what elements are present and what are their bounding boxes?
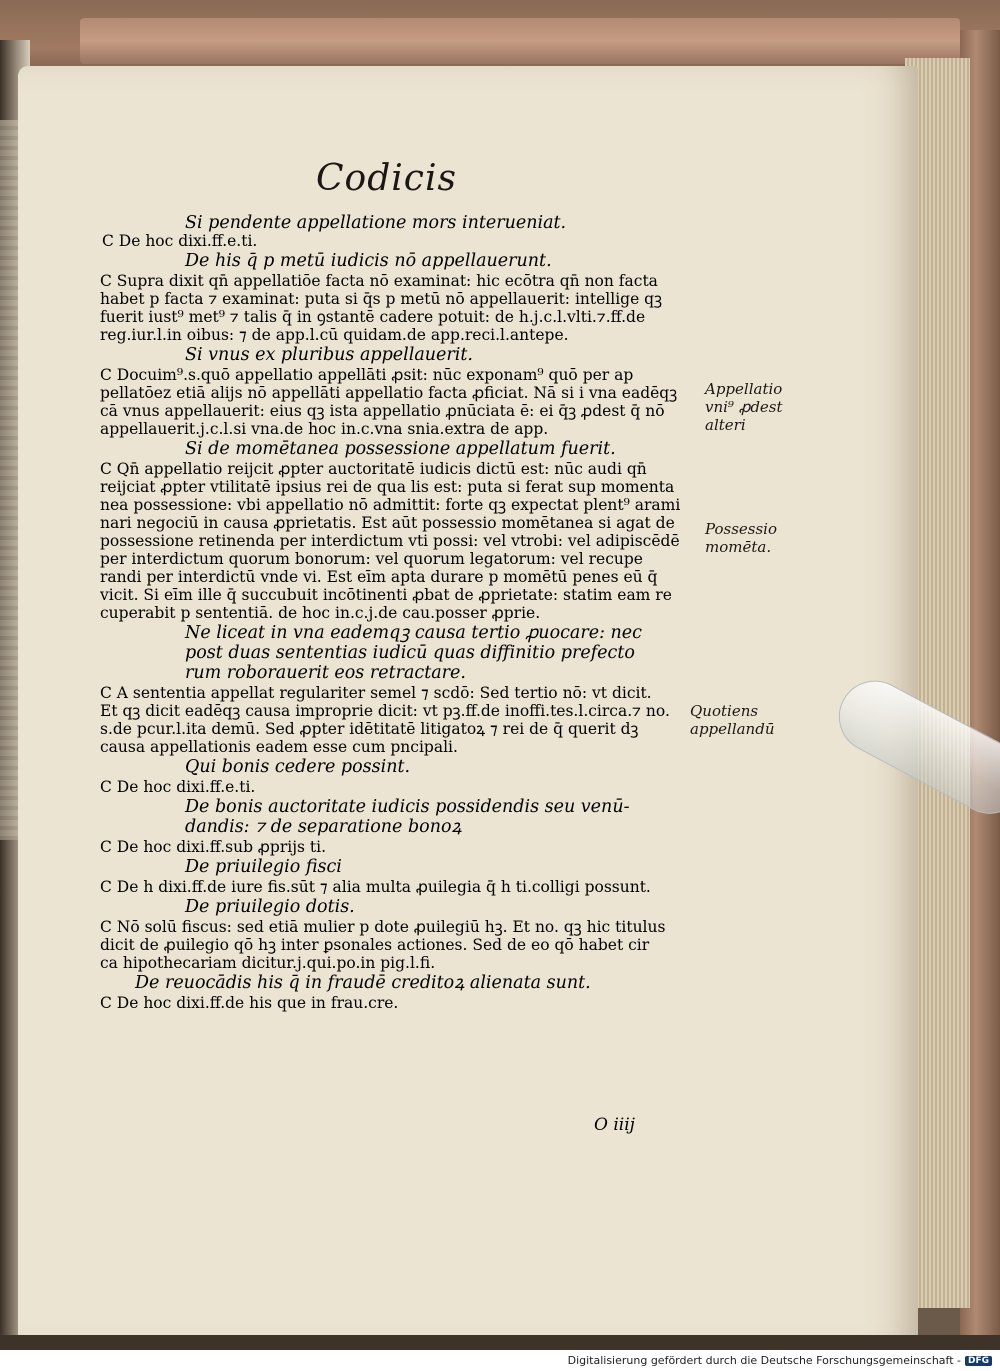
text-line: reijciat ꝓpter vtilitatē ipsius rei de qua lis est: puta si ferat sup momenta [100, 478, 675, 496]
margin-note: Appellatio [705, 380, 783, 398]
section-heading: De bonis auctoritate iudicis possidendis seu venū- [185, 797, 630, 817]
text-line: cuperabit p sententiā. de hoc in.c.j.de cau.posser ꝓprie. [100, 604, 541, 622]
text-line: pellatōez etiā alijs nō appellāti appellatio facta ꝓficiat. Nā si i vna eadēqꝫ [100, 384, 678, 402]
text-line: vicit. Si eīm ille q̄ succubuit incōtinenti ꝓbat de ꝓprietate: statim eam re [100, 586, 672, 604]
section-heading: De his q̄ p metū iudicis nō appellauerunt. [185, 251, 552, 271]
text-line: habet p facta ⁊ examinat: puta si q̄s p metū nō appellauerit: intellige qꝫ [100, 290, 663, 308]
running-head: Codicis [316, 158, 457, 199]
footer [568, 1354, 992, 1367]
text-line: s.de pcur.l.ita demū. Sed ꝓpter idētitatē litigatoꝝ ⁊ rei de q̄ querit dꝫ [100, 720, 639, 738]
section-heading: De priuilegio fisci [185, 857, 342, 877]
text-line: C De hoc dixi.ff.e.ti. [102, 232, 258, 250]
section-heading: Si vnus ex pluribus appellauerit. [185, 345, 473, 365]
section-heading: De reuocādis his q̄ in fraudē creditoꝝ alienata sunt. [135, 973, 591, 993]
text-line: ca hipothecariam dicitur.j.qui.po.in pig.l.fi. [100, 954, 436, 972]
text-line: C De hoc dixi.ff.de his que in frau.cre. [100, 994, 399, 1012]
text-line: C De h dixi.ff.de iure fis.sūt ⁊ alia multa ꝓuilegia q̄ h ti.colligi possunt. [100, 878, 651, 896]
text-line: dicit de ꝓuilegio qō hꝫ inter ꝑsonales actiones. Sed de eo qō habet cir [100, 936, 650, 954]
margin-note: momēta. [705, 538, 772, 556]
margin-note: Possessio [705, 520, 778, 538]
text-line: C Docuim⁹.s.quō appellatio appellāti ꝓsit: nūc exponam⁹ quō per ap [100, 366, 634, 384]
text-line: appellauerit.j.c.l.si vna.de hoc in.c.vna snia.extra de app. [100, 420, 549, 438]
section-heading: dandis: ⁊ de separatione bonoꝝ [185, 817, 462, 837]
text-line: possessione retinenda per interdictum vti possi: vel vtrobi: vel adipiscēdē [100, 532, 680, 550]
section-heading: post duas sententias iudicū quas diffinitio prefecto [185, 643, 635, 663]
margin-note: Quotiens [690, 702, 759, 720]
signature-mark: O iiij [594, 1115, 635, 1135]
text-line: nari negociū in causa ꝓprietatis. Est aūt possessio momētanea si agat de [100, 514, 675, 532]
dfg-logo: DFG [965, 1356, 992, 1366]
section-heading: De priuilegio dotis. [185, 897, 355, 917]
margin-note: alteri [705, 416, 746, 434]
text-line: reg.iur.l.in oibus: ⁊ de app.l.cū quidam.de app.reci.l.antepe. [100, 326, 569, 344]
text-line: causa appellationis eadem esse cum pncipali. [100, 738, 458, 756]
footer-text: Digitalisierung gefördert durch die Deutsche Forschungsgemeinschaft - [567, 1354, 961, 1367]
text-line: C De hoc dixi.ff.sub ꝓprijs ti. [100, 838, 327, 856]
section-heading: Si de momētanea possessione appellatum fuerit. [185, 439, 616, 459]
section-heading: Si pendente appellatione mors interueniat. [185, 213, 567, 233]
text-line: C De hoc dixi.ff.e.ti. [100, 778, 256, 796]
margin-note: appellandū [690, 720, 775, 738]
text-line: cā vnus appellauerit: eius qꝫ ista appellatio ꝓnūciata ē: ei q̄ꝫ ꝓdest q̄ nō [100, 402, 665, 420]
text-line: nea possessione: vbi appellatio nō admittit: forte qꝫ expectat plent⁹ arami [100, 496, 681, 514]
section-heading: Ne liceat in vna eademqꝫ causa tertio ꝓuocare: nec [185, 623, 642, 643]
bottom-shadow [0, 1335, 1000, 1350]
text-line: per interdictum quorum bonorum: vel quorum legatorum: vel recupe [100, 550, 643, 568]
margin-note: vni⁹ ꝓdest [705, 398, 783, 416]
text-line: C Nō solū fiscus: sed etiā mulier p dote ꝓuilegiū hꝫ. Et no. qꝫ hic titulus [100, 918, 666, 936]
text-line: Et qꝫ dicit eadēqꝫ causa improprie dicit: vt pꝫ.ff.de inoffi.tes.l.circa.⁊ no. [100, 702, 670, 720]
cover-band [80, 18, 960, 64]
section-heading: Qui bonis cedere possint. [185, 757, 411, 777]
text-line: C Supra dixit qn̄ appellatiōe facta nō examinat: hic ecōtra qn̄ non facta [100, 272, 658, 290]
text-line: C Qn̄ appellatio reijcit ꝓpter auctoritatē iudicis dictū est: nūc audi qn̄ [100, 460, 647, 478]
text-line: C A sententia appellat regulariter semel ⁊ scdō: Sed tertio nō: vt dicit. [100, 684, 652, 702]
text-line: randi per interdictū vnde vi. Est eīm apta durare p momētū penes eū q̄ [100, 568, 658, 586]
text-line: fuerit iust⁹ met⁹ ⁊ talis q̄ in ꝯstantē cadere potuit: de h.j.c.l.vlti.⁊.ff.de [100, 308, 646, 326]
section-heading: rum roborauerit eos retractare. [185, 663, 466, 683]
